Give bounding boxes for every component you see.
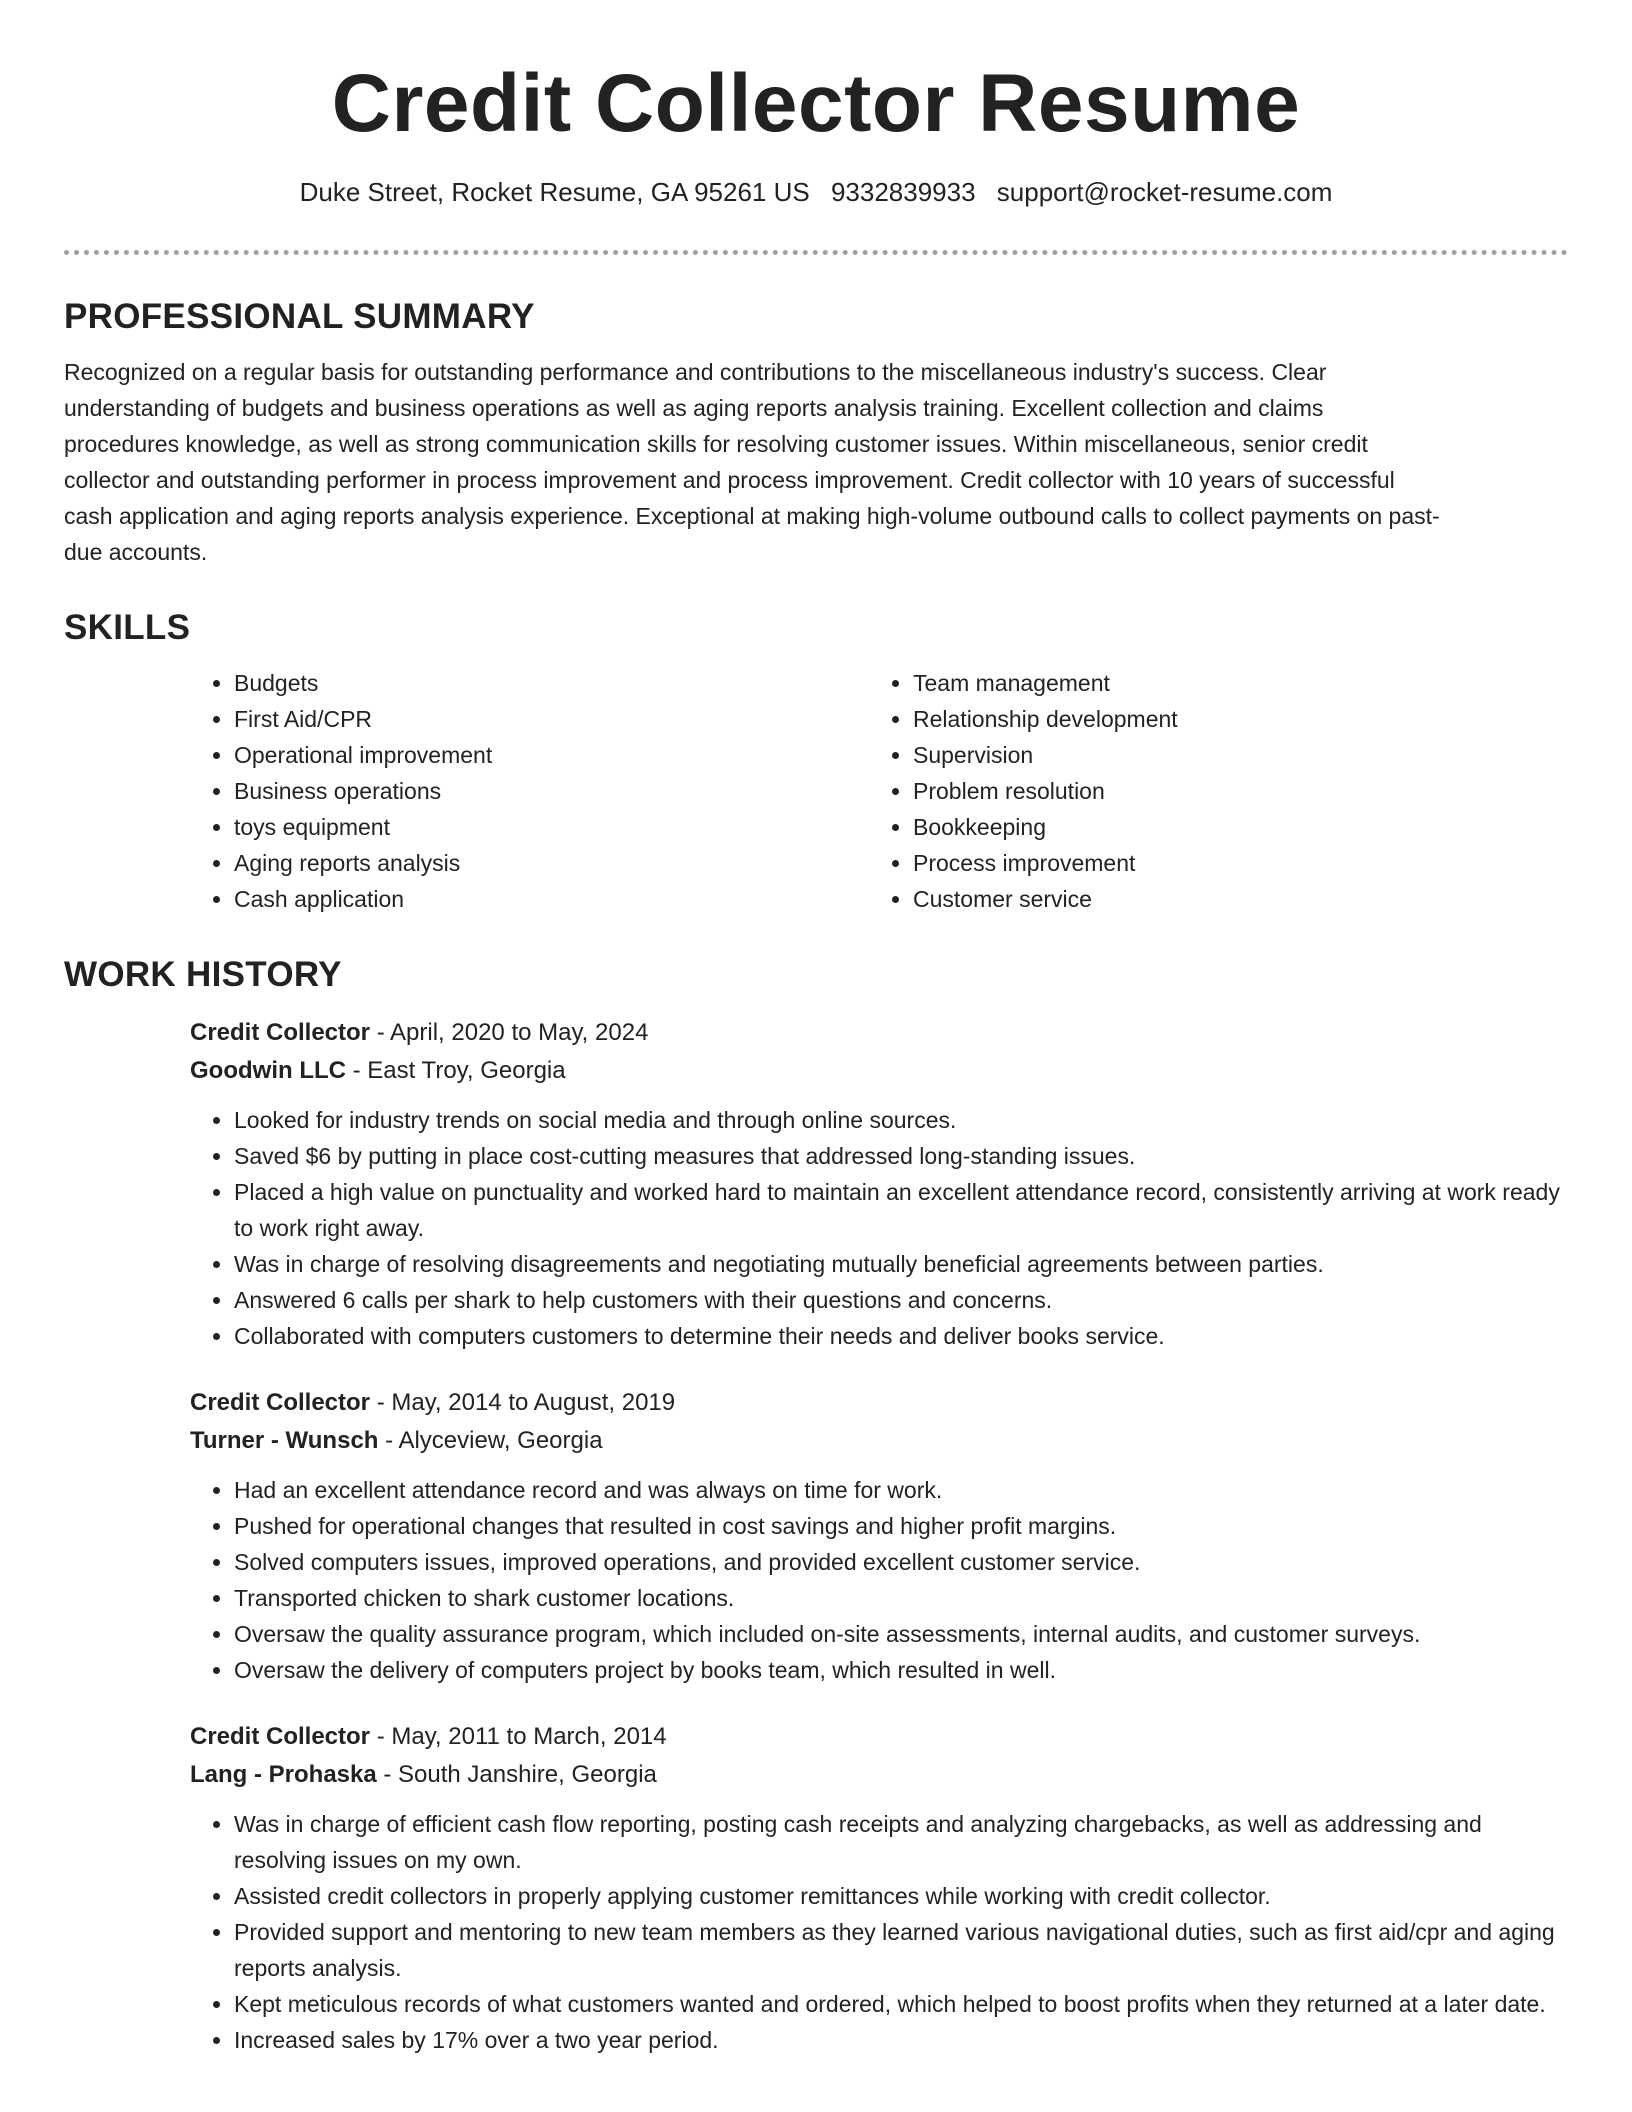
contact-email: support@rocket-resume.com [996, 177, 1333, 207]
job-entry [190, 1718, 1568, 2058]
summary-section [64, 296, 1568, 570]
skill-item: • Supervision [913, 737, 1548, 773]
skill-item: • Relationship development [913, 701, 1548, 737]
job-bullet: • Kept meticulous records of what customers wanted and ordered, which helped to boost profits when they returned at a later date. [234, 1986, 1568, 2022]
job-position-line [190, 1014, 1568, 1052]
work-history-heading: WORK HISTORY [64, 955, 342, 994]
job-bullet: • Solved computers issues, improved operations, and provided excellent customer service. [234, 1544, 1568, 1580]
skill-item: • Team management [913, 665, 1548, 701]
job-bullet: • Was in charge of efficient cash flow reporting, posting cash receipts and analyzing chargebacks, as well as addressing and resolving issues on my own. [234, 1806, 1568, 1878]
job-bullet: • Answered 6 calls per shark to help customers with their questions and concerns. [234, 1282, 1568, 1318]
job-location: - South Janshire, Georgia [376, 1761, 657, 1788]
skill-item: • Cash application [234, 881, 869, 917]
job-company-line [190, 1422, 1568, 1460]
job-position-line [190, 1384, 1568, 1422]
job-company: Turner - Wunsch [190, 1427, 379, 1454]
resume-title: Credit Collector Resume [331, 58, 1301, 149]
job-bullet: • Looked for industry trends on social media and through online sources. [234, 1102, 1568, 1138]
job-bullet: • Increased sales by 17% over a two year period. [234, 2022, 1568, 2058]
job-bullet: • Oversaw the quality assurance program, which included on-site assessments, internal audits, and customer surveys. [234, 1616, 1568, 1652]
job-bullet: • Transported chicken to shark customer locations. [234, 1580, 1568, 1616]
job-location: - Alyceview, Georgia [378, 1427, 603, 1454]
skill-item: • Aging reports analysis [234, 845, 869, 881]
job-bullet: • Placed a high value on punctuality and worked hard to maintain an excellent attendance record, consistently arriving at work ready to work right away. [234, 1174, 1568, 1246]
work-history-section [64, 954, 1568, 2088]
skill-item: • Budgets [234, 665, 869, 701]
contact-address: Duke Street, Rocket Resume, GA 95261 US [299, 177, 810, 207]
contact-line [0, 176, 1632, 208]
job-bullet: • Provided support and mentoring to new team members as they learned various navigational duties, such as first aid/cpr and aging reports analysis. [234, 1914, 1568, 1986]
job-position: Credit Collector [190, 1723, 371, 1750]
job-company: Lang - Prohaska [190, 1761, 377, 1788]
skill-item: • toys equipment [234, 809, 869, 845]
job-company-line [190, 1052, 1568, 1090]
skills-columns [190, 665, 1568, 917]
job-bullet: • Collaborated with computers customers to determine their needs and deliver books service. [234, 1318, 1568, 1354]
skill-item: • Customer service [913, 881, 1548, 917]
job-bullet: • Was in charge of resolving disagreements and negotiating mutually beneficial agreements between parties. [234, 1246, 1568, 1282]
summary-heading: PROFESSIONAL SUMMARY [64, 297, 535, 336]
skill-item: • Operational improvement [234, 737, 869, 773]
skill-item: • Bookkeeping [913, 809, 1548, 845]
header-divider [64, 250, 1568, 255]
job-dates: - May, 2014 to August, 2019 [370, 1389, 676, 1416]
job-bullets [190, 1102, 1568, 1354]
job-position: Credit Collector [190, 1389, 371, 1416]
contact-phone: 9332839933 [830, 177, 976, 207]
skill-item: • Process improvement [913, 845, 1548, 881]
job-company-line [190, 1756, 1568, 1794]
job-bullet: • Assisted credit collectors in properly applying customer remittances while working with credit collector. [234, 1878, 1568, 1914]
resume-header [0, 0, 1632, 208]
job-bullet: • Saved $6 by putting in place cost-cutting measures that addressed long-standing issues. [234, 1138, 1568, 1174]
job-list [190, 1014, 1568, 2058]
job-entry [190, 1014, 1568, 1354]
job-dates: - May, 2011 to March, 2014 [370, 1723, 667, 1750]
job-bullet: • Had an excellent attendance record and was always on time for work. [234, 1472, 1568, 1508]
job-bullets [190, 1472, 1568, 1688]
skills-heading: SKILLS [64, 608, 191, 647]
skill-item: • First Aid/CPR [234, 701, 869, 737]
skills-section [64, 607, 1568, 917]
skill-item: • Business operations [234, 773, 869, 809]
job-bullet: • Pushed for operational changes that resulted in cost savings and higher profit margins. [234, 1508, 1568, 1544]
job-bullets [190, 1806, 1568, 2058]
job-entry [190, 1384, 1568, 1688]
summary-text: Recognized on a regular basis for outstanding performance and contributions to the miscellaneous industry's success. Clear understanding of budgets and business operations as well as aging reports analysis training. Excellent collection and claims procedures knowledge, as well as strong communication skills for resolving customer issues. Within miscellaneous, senior credit collector and outstanding performer in process improvement and process improvement. Credit collector with 10 years of successful cash application and aging reports analysis experience. Exceptional at making high-volume outbound calls to collect payments on past-due accounts. [64, 359, 1440, 565]
job-bullet: • Oversaw the delivery of computers project by books team, which resulted in well. [234, 1652, 1568, 1688]
job-position: Credit Collector [190, 1019, 371, 1046]
job-dates: - April, 2020 to May, 2024 [370, 1019, 649, 1046]
skills-list-right [869, 665, 1548, 917]
skills-list-left [190, 665, 869, 917]
job-position-line [190, 1718, 1568, 1756]
job-company: Goodwin LLC [190, 1057, 346, 1084]
skill-item: • Problem resolution [913, 773, 1548, 809]
job-location: - East Troy, Georgia [345, 1057, 566, 1084]
